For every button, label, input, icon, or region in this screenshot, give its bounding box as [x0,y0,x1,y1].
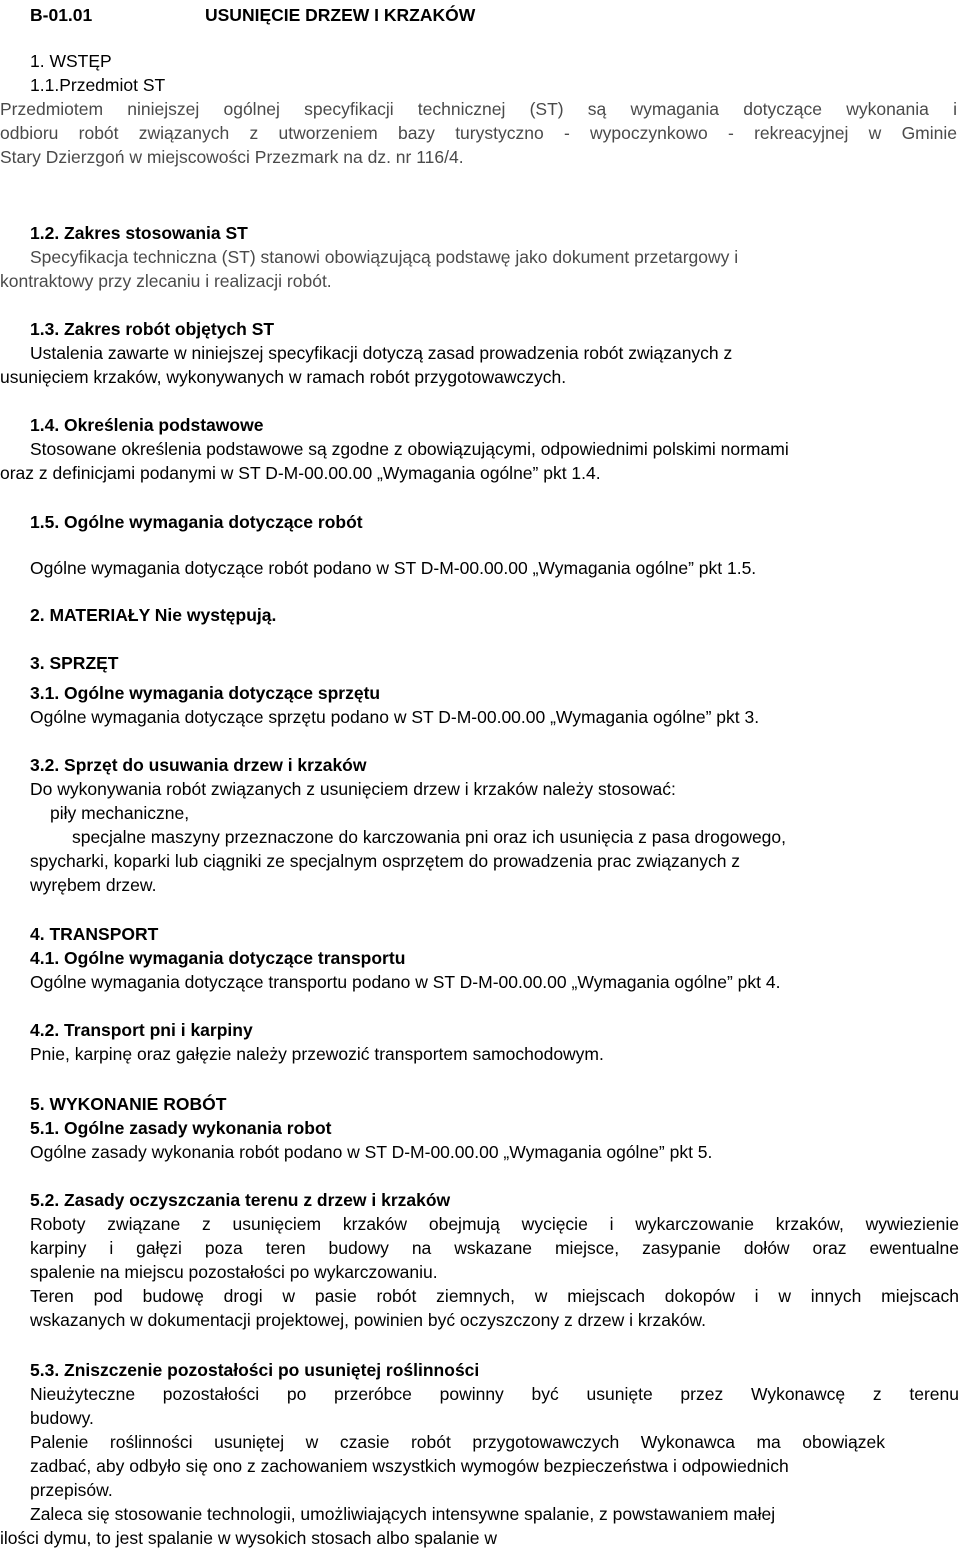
paragraph-line: Stosowane określenia podstawowe są zgodne z obowiązującymi, odpowiednimi polskimi normami [30,439,789,459]
paragraph-line: przepisów. [30,1480,113,1500]
list-item: piły mechaniczne, [50,803,190,823]
paragraph-line: ilości dymu, to jest spalanie w wysokich stosach albo spalanie w [0,1528,498,1548]
section-heading: 2. MATERIAŁY Nie występują. [30,605,277,625]
subsection-heading: 3.2. Sprzęt do usuwania drzew i krzaków [30,755,367,775]
subsection-heading: 5.1. Ogólne zasady wykonania robot [30,1118,332,1138]
subsection-heading: 5.3. Zniszczenie pozostałości po usuniętej roślinności [30,1360,480,1380]
subsection-heading: 1.2. Zakres stosowania ST [30,223,248,243]
paragraph-line: Ogólne wymagania dotyczące robót podano w ST D-M-00.00.00 „Wymagania ogólne” pkt 1.5. [30,558,757,578]
paragraph-line: wyrębem drzew. [30,875,157,895]
list-item: specjalne maszyny przeznaczone do karczowania pni oraz ich usunięcia z pasa drogowego, [72,827,787,847]
paragraph-line: Ogólne wymagania dotyczące sprzętu podano w ST D-M-00.00.00 „Wymagania ogólne” pkt 3. [30,707,760,727]
paragraph-line: Przedmiotem niniejszej ogólnej specyfikacji technicznej (ST) są wymagania dotyczące wykonania i [0,99,957,119]
section-heading: 5. WYKONANIE ROBÓT [30,1094,227,1114]
document-title: USUNIĘCIE DRZEW I KRZAKÓW [205,5,476,25]
paragraph-line: spalenie na miejscu pozostałości po wykarczowaniu. [30,1262,438,1282]
paragraph-line: Do wykonywania robót związanych z usunięciem drzew i krzaków należy stosować: [30,779,676,799]
paragraph-line: Ogólne zasady wykonania robót podano w ST D-M-00.00.00 „Wymagania ogólne” pkt 5. [30,1142,713,1162]
paragraph-line: Roboty związane z usunięciem krzaków obejmują wycięcie i wykarczowanie krzaków, wywiezienie [30,1214,959,1234]
section-heading: 3. SPRZĘT [30,653,119,673]
paragraph-line: Palenie roślinności usuniętej w czasie robót przygotowawczych Wykonawca ma obowiązek [30,1432,885,1452]
paragraph-line: odbioru robót związanych z utworzeniem bazy turystyczno - wypoczynkowo - rekreacyjnej w Gminie [0,123,957,143]
paragraph-line: kontraktowy przy zlecaniu i realizacji robót. [0,271,332,291]
paragraph-line: spycharki, koparki lub ciągniki ze specjalnym osprzętem do prowadzenia prac związanych z [30,851,741,871]
paragraph-line: Zaleca się stosowanie technologii, umożliwiających intensywne spalanie, z powstawaniem małej [30,1504,776,1524]
paragraph-line: Teren pod budowę drogi w pasie robót ziemnych, w miejscach dokopów i w innych miejscach [30,1286,959,1306]
subsection-heading: 4.2. Transport pni i karpiny [30,1020,253,1040]
paragraph-line: wskazanych w dokumentacji projektowej, powinien być oczyszczony z drzew i krzaków. [30,1310,706,1330]
subsection-heading: 1.1.Przedmiot ST [30,75,166,95]
paragraph-line: zadbać, aby odbyło się ono z zachowaniem wszystkich wymogów bezpieczeństwa i odpowiednich [30,1456,789,1476]
subsection-heading: 5.2. Zasady oczyszczania terenu z drzew i krzaków [30,1190,451,1210]
paragraph-line: Ustalenia zawarte w niniejszej specyfikacji dotyczą zasad prowadzenia robót związanych z [30,343,733,363]
paragraph-line: oraz z definicjami podanymi w ST D-M-00.00.00 „Wymagania ogólne” pkt 1.4. [0,463,601,483]
paragraph-line: Ogólne wymagania dotyczące transportu podano w ST D-M-00.00.00 „Wymagania ogólne” pkt 4. [30,972,781,992]
subsection-heading: 1.5. Ogólne wymagania dotyczące robót [30,512,363,532]
section-heading: 1. WSTĘP [30,51,112,71]
subsection-heading: 3.1. Ogólne wymagania dotyczące sprzętu [30,683,381,703]
subsection-heading: 1.3. Zakres robót objętych ST [30,319,275,339]
section-heading: 4. TRANSPORT [30,924,159,944]
paragraph-line: Specyfikacja techniczna (ST) stanowi obowiązującą podstawę jako dokument przetargowy i [30,247,739,267]
paragraph-line: Nieużyteczne pozostałości po przeróbce powinny być usunięte przez Wykonawcę z terenu [30,1384,959,1404]
paragraph-line: usunięciem krzaków, wykonywanych w ramach robót przygotowawczych. [0,367,567,387]
paragraph-line: karpiny i gałęzi poza teren budowy na wskazane miejsce, zasypanie dołów oraz ewentualne [30,1238,959,1258]
paragraph-line: Pnie, karpinę oraz gałęzie należy przewozić transportem samochodowym. [30,1044,604,1064]
paragraph-line: budowy. [30,1408,94,1428]
subsection-heading: 4.1. Ogólne wymagania dotyczące transportu [30,948,406,968]
paragraph-line: Stary Dzierzgoń w miejscowości Przezmark na dz. nr 116/4. [0,147,464,167]
subsection-heading: 1.4. Określenia podstawowe [30,415,264,435]
document-code: B-01.01 [30,5,93,25]
